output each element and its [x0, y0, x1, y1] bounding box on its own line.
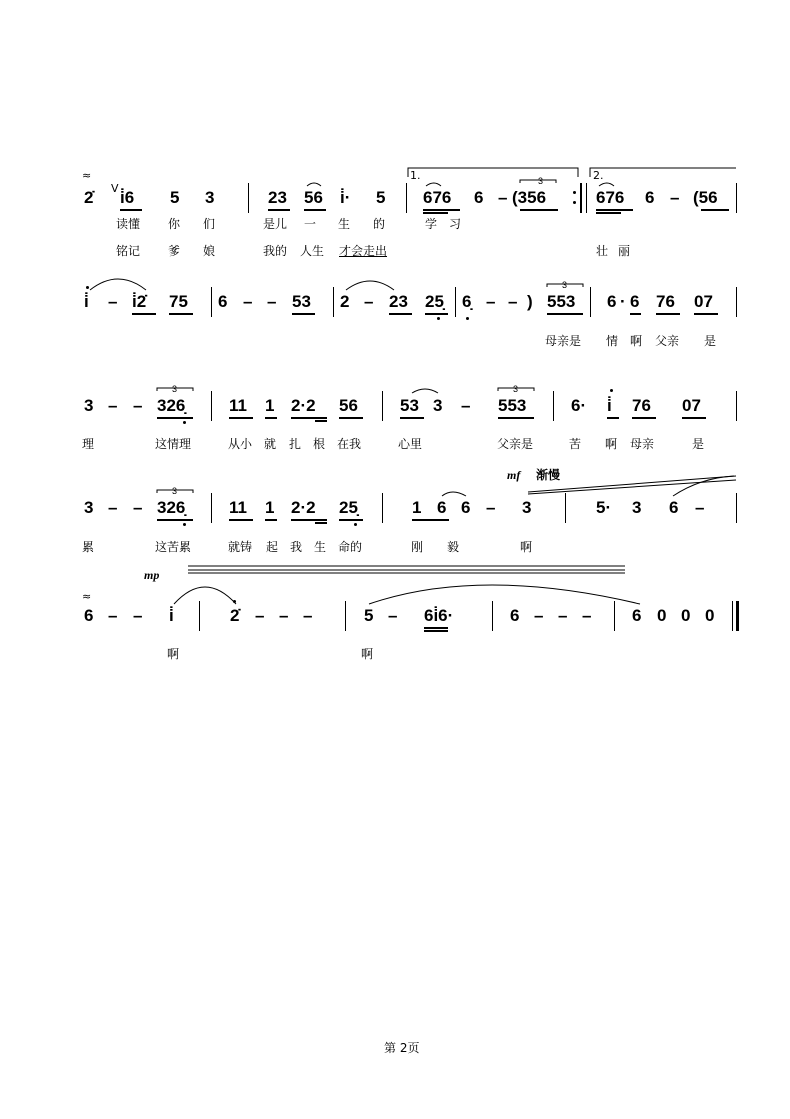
note: i̇·: [340, 188, 351, 207]
dash: –: [133, 396, 143, 415]
barline: [211, 391, 212, 421]
barline: [211, 493, 212, 523]
slur: [442, 492, 466, 496]
dash: –: [279, 606, 289, 625]
tempo-marking: 渐慢: [536, 468, 561, 482]
lyric: 才会走出: [339, 244, 388, 258]
lyric: 壮: [596, 244, 609, 258]
note: 76: [656, 292, 675, 311]
lyric: 心里: [398, 437, 423, 451]
lyric: 生: [338, 217, 351, 231]
repeat-dot: [573, 191, 576, 194]
dash: –: [461, 396, 471, 415]
lyric: 丽: [618, 244, 631, 258]
note: i̇: [84, 292, 89, 311]
note-underline: [596, 209, 633, 211]
note: 3: [522, 498, 532, 517]
note-underline: [157, 519, 193, 521]
lyric: 习: [449, 217, 462, 231]
lyric: 这苦累: [155, 540, 192, 554]
lyric: 就铸: [228, 540, 253, 554]
barline: [492, 601, 493, 631]
lyric: 学: [425, 217, 438, 231]
dash: –: [243, 292, 253, 311]
lyric: 你: [168, 217, 181, 231]
note-underline: [656, 313, 680, 315]
volta-2-label: 2.: [593, 169, 604, 182]
note: 5: [170, 188, 180, 207]
note: i̇2̇: [132, 292, 147, 311]
page-number: 第 2页: [384, 1041, 420, 1055]
lyric: 起: [266, 540, 279, 554]
triplet-mark: 3: [562, 280, 568, 290]
lower-dot: [183, 421, 186, 424]
dash: –: [582, 606, 592, 625]
note-underline: [694, 313, 718, 315]
note: 5: [364, 606, 374, 625]
dash: –: [133, 498, 143, 517]
upper-dot: [610, 389, 613, 392]
note-underline: [423, 212, 448, 214]
barline: [382, 493, 383, 523]
lower-dot: [437, 317, 440, 320]
note: i̇: [607, 396, 612, 415]
lyric: 母亲是: [545, 334, 582, 348]
note: (56: [693, 188, 718, 207]
lyric: 的: [373, 217, 386, 231]
note: 75: [169, 292, 188, 311]
barline: [345, 601, 346, 631]
triplet-mark: 3: [513, 384, 519, 394]
lyric: 生: [314, 540, 327, 554]
dash: –: [108, 606, 118, 625]
lyric: 一: [304, 217, 317, 231]
barline: [736, 391, 737, 421]
note: 07: [694, 292, 713, 311]
note: 6i̇6·: [424, 606, 454, 625]
lyric: 命的: [338, 540, 363, 554]
slur: [174, 587, 236, 604]
note: 3: [632, 498, 642, 517]
note: 676: [596, 188, 625, 207]
barline: [553, 391, 554, 421]
dash: –: [388, 606, 398, 625]
dash: –: [486, 292, 496, 311]
note: 6: [437, 498, 447, 517]
barline: [382, 391, 383, 421]
note: 326̣: [157, 498, 186, 517]
barline: [736, 493, 737, 523]
note-underline: [547, 313, 583, 315]
note-underline: [596, 212, 621, 214]
barline: [565, 493, 566, 523]
lyric: 累: [82, 540, 95, 554]
lyric: 根: [313, 437, 326, 451]
note-underline: [291, 417, 327, 419]
note-underline: [157, 417, 193, 419]
dash: –: [108, 396, 118, 415]
lyric: 是: [704, 334, 717, 348]
note-underline: [291, 519, 327, 521]
note-underline: [424, 630, 448, 632]
note: 2·2: [291, 498, 316, 517]
note-underline: [132, 313, 156, 315]
lyric: 刚: [411, 540, 424, 554]
rest: 0: [657, 606, 667, 625]
dash: –: [508, 292, 518, 311]
barline: [406, 183, 407, 213]
barline: [248, 183, 249, 213]
lower-dot: [354, 523, 357, 526]
triplet-mark: 3: [172, 486, 178, 496]
lyric: 啊: [167, 647, 180, 661]
note: 1: [412, 498, 422, 517]
slur: [307, 183, 321, 186]
note: 3: [84, 498, 94, 517]
note: 6̣: [462, 292, 472, 311]
repeat-barline: [580, 183, 582, 213]
upper-dot: [233, 600, 236, 603]
dynamic-mf: mf: [507, 468, 521, 482]
lower-dot: [466, 317, 469, 320]
barline: [199, 601, 200, 631]
barline: [614, 601, 615, 631]
volta-1-label: 1.: [410, 169, 421, 182]
volta-1-bracket: [408, 168, 578, 177]
dash: –: [255, 606, 265, 625]
lyric: 啊: [630, 334, 643, 348]
note: 1: [265, 396, 275, 415]
note: 53: [292, 292, 311, 311]
slur: [673, 476, 734, 496]
barline: [736, 183, 737, 213]
note: 6: [632, 606, 642, 625]
note-underline: [498, 417, 534, 419]
triplet-mark: 3: [538, 176, 544, 186]
lower-dot: [183, 523, 186, 526]
note: i̇6: [120, 188, 135, 207]
note-underline: [315, 522, 327, 524]
note: 2̇: [84, 188, 94, 207]
barline: [590, 287, 591, 317]
barline: [211, 287, 212, 317]
lyric: 我的: [263, 244, 288, 258]
note-underline: [607, 417, 619, 419]
note: 2̇: [230, 606, 240, 625]
note: 56: [304, 188, 323, 207]
note-underline: [425, 313, 448, 315]
lyric: 铭记: [116, 244, 141, 258]
dash: –: [108, 498, 118, 517]
volta-2-bracket: [590, 168, 736, 177]
dash: –: [534, 606, 544, 625]
barline: [333, 287, 334, 317]
rest: 0: [681, 606, 691, 625]
dash: –: [267, 292, 277, 311]
note: 5·: [596, 498, 612, 517]
note: 326̣: [157, 396, 186, 415]
note: 6·: [571, 396, 587, 415]
note: 1: [265, 498, 275, 517]
lyric: 读懂: [116, 217, 141, 231]
lyric: 情: [606, 334, 619, 348]
rest: 0: [705, 606, 715, 625]
final-barline-thin: [732, 601, 733, 631]
note-underline: [304, 209, 326, 211]
note: 6: [630, 292, 640, 311]
dash: –: [670, 188, 680, 207]
note: 3: [433, 396, 443, 415]
note-underline: [315, 420, 327, 422]
lyric: 苦: [569, 437, 582, 451]
barline: [586, 183, 587, 213]
barline: [736, 287, 737, 317]
note: 553: [547, 292, 576, 311]
note-underline: [120, 209, 142, 211]
slur: [426, 183, 441, 186]
slur: [90, 279, 146, 290]
lyric: 我: [290, 540, 303, 554]
breath-v-mark: V: [111, 182, 119, 195]
paren: ): [527, 292, 533, 311]
note-underline: [632, 417, 656, 419]
note: 23: [268, 188, 287, 207]
note: 11: [229, 396, 247, 415]
note-underline: [339, 417, 363, 419]
note-underline: [400, 417, 424, 419]
lyric: 啊: [361, 647, 374, 661]
breath-mark: ≈: [82, 590, 92, 603]
note-underline: [423, 209, 460, 211]
note-underline: [412, 519, 449, 521]
lyric: 啊: [605, 437, 618, 451]
dash: –: [486, 498, 496, 517]
note: i̇: [169, 606, 174, 625]
note: 6: [510, 606, 520, 625]
note-underline: [339, 519, 363, 521]
lyric: 从小: [228, 437, 253, 451]
lyric: 扎: [289, 437, 302, 451]
dynamic-mp: mp: [144, 568, 160, 582]
lyric: 人生: [300, 244, 325, 258]
note-underline: [389, 313, 412, 315]
note-underline: [292, 313, 315, 315]
dash: –: [133, 606, 143, 625]
dash: –: [695, 498, 705, 517]
lyric: 爹: [168, 244, 181, 258]
triplet-mark: 3: [172, 384, 178, 394]
dash: –: [108, 292, 118, 311]
note-underline: [682, 417, 706, 419]
lyric: 是儿: [263, 217, 288, 231]
note: 5: [376, 188, 386, 207]
breath-mark: ≈: [82, 169, 92, 182]
note-underline: [268, 209, 290, 211]
note-underline: [229, 519, 253, 521]
note: 6: [84, 606, 94, 625]
note: 3: [205, 188, 215, 207]
lyric: 啊: [520, 540, 533, 554]
note: 6: [645, 188, 655, 207]
final-barline-thick: [736, 601, 739, 631]
note: 56: [339, 396, 358, 415]
note: 53: [400, 396, 419, 415]
slur: [599, 183, 614, 186]
note: 07: [682, 396, 701, 415]
slur: [346, 281, 394, 290]
slur: [412, 389, 438, 393]
note: 3: [84, 396, 94, 415]
upper-dot: [86, 286, 89, 289]
dash: –: [558, 606, 568, 625]
note: 2: [340, 292, 350, 311]
note-underline: [169, 313, 193, 315]
lyric: 父亲: [655, 334, 680, 348]
note: 6: [218, 292, 228, 311]
note: 6: [607, 292, 617, 311]
note-underline: [701, 209, 729, 211]
note: 25̣: [339, 498, 358, 517]
dot: ·: [620, 292, 626, 311]
note-underline: [265, 417, 277, 419]
repeat-dot: [573, 201, 576, 204]
note: 23: [389, 292, 408, 311]
note: 6: [669, 498, 679, 517]
note: 6: [461, 498, 471, 517]
note: 553: [498, 396, 527, 415]
note: (356: [512, 188, 547, 207]
note: 676: [423, 188, 452, 207]
note: 25̣: [425, 292, 444, 311]
note-underline: [424, 627, 448, 629]
note: 11: [229, 498, 247, 517]
lyric: 母亲: [630, 437, 655, 451]
lyric: 就: [264, 437, 277, 451]
lyric: 父亲是: [497, 437, 534, 451]
slur: [369, 585, 640, 604]
dash: –: [364, 292, 374, 311]
lyric: 这情理: [155, 437, 192, 451]
note-underline: [520, 209, 558, 211]
lyric: 毅: [447, 540, 460, 554]
note: 6: [474, 188, 484, 207]
dash: –: [498, 188, 508, 207]
lyric: 理: [82, 437, 95, 451]
lyric: 娘: [203, 244, 216, 258]
note: 76: [632, 396, 651, 415]
lyric: 是: [692, 437, 705, 451]
note-underline: [265, 519, 277, 521]
note-underline: [229, 417, 253, 419]
lyric: 们: [203, 217, 216, 231]
dash: –: [303, 606, 313, 625]
lyric: 在我: [337, 437, 362, 451]
note: 2·2: [291, 396, 316, 415]
note-underline: [630, 313, 641, 315]
barline: [455, 287, 456, 317]
